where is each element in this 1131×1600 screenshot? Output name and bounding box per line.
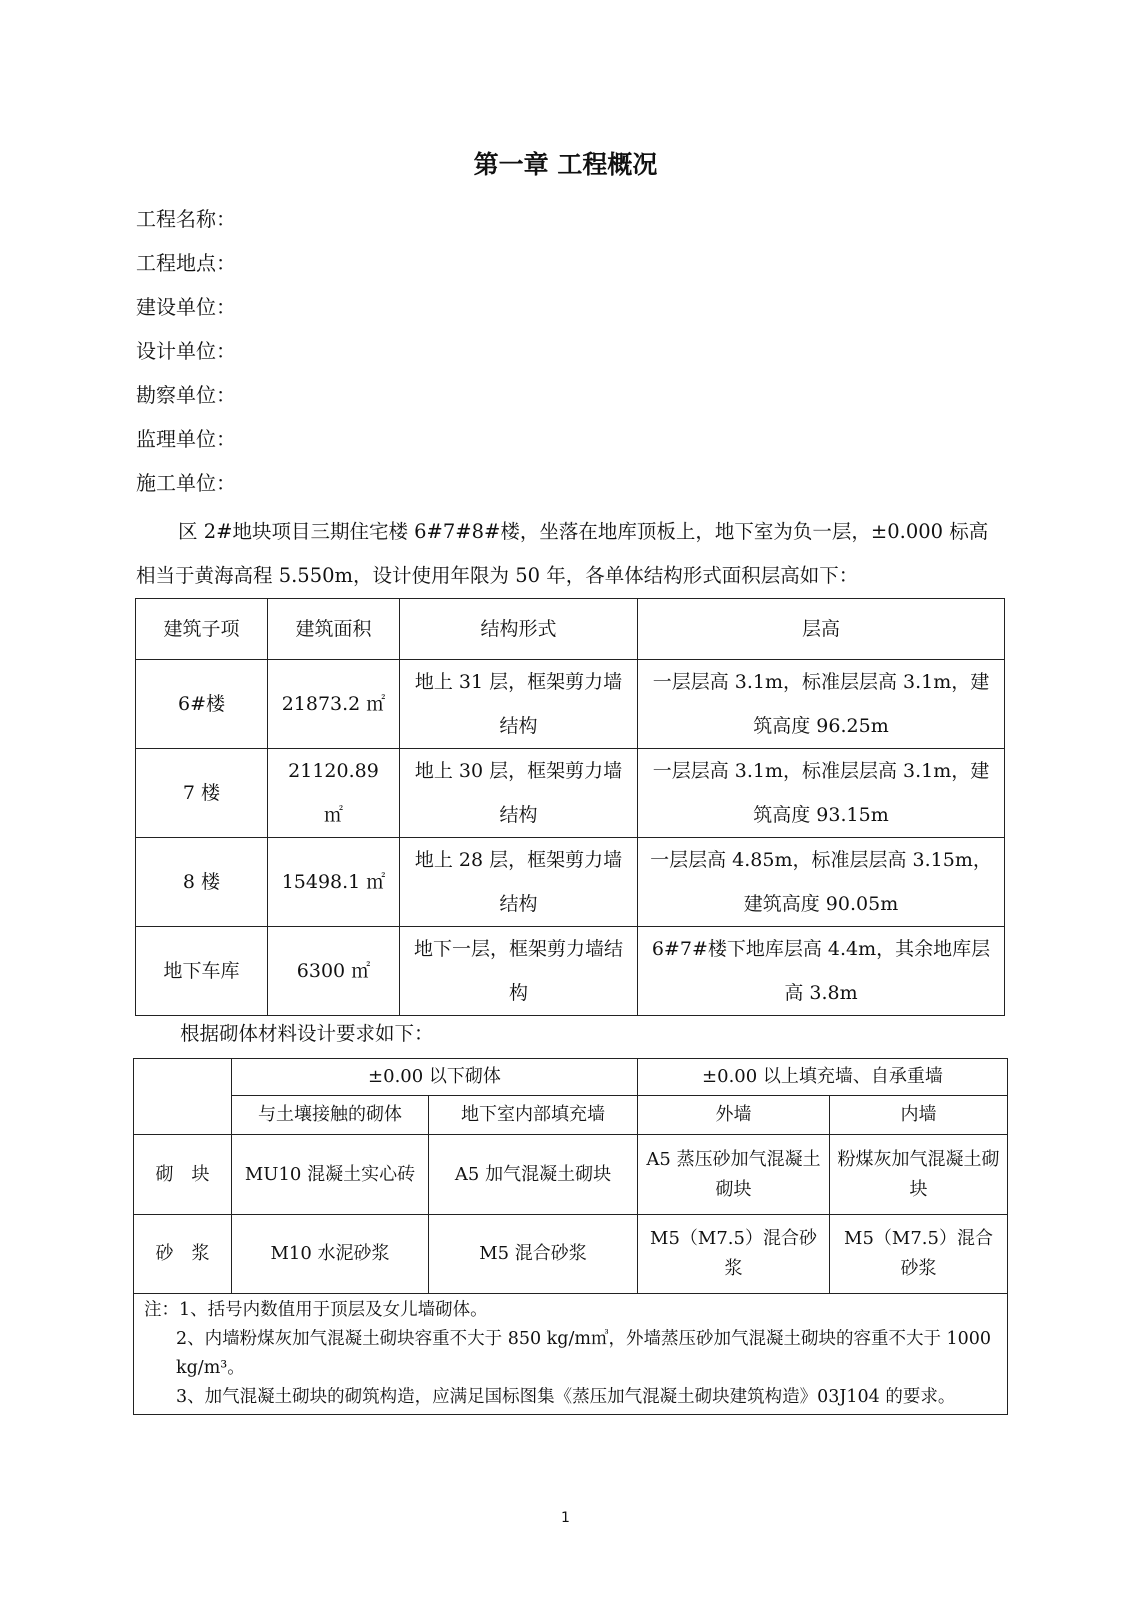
- info-field: 勘察单位：: [136, 383, 236, 407]
- project-info-list: [136, 202, 236, 510]
- building-structure: 地上 30 层，框架剪力墙结构: [400, 749, 638, 838]
- building-structure: 地上 28 层，框架剪力墙结构: [400, 838, 638, 927]
- building-name: 6#楼: [136, 660, 268, 749]
- info-field: 工程地点：: [136, 251, 236, 275]
- table-cell: A5 蒸压砂加气混凝土砌块: [638, 1135, 830, 1215]
- info-field: 工程名称：: [136, 207, 236, 231]
- table-header-row: [134, 1096, 1008, 1135]
- row-label: 砌 块: [134, 1135, 232, 1215]
- table-cell: A5 加气混凝土砌块: [429, 1135, 638, 1215]
- table-row: [136, 660, 1005, 749]
- group-header-above: ±0.00 以上填充墙、自承重墙: [638, 1059, 1008, 1096]
- table-cell: 粉煤灰加气混凝土砌块: [830, 1135, 1008, 1215]
- column-header: 结构形式: [400, 599, 638, 660]
- info-field: 设计单位：: [136, 339, 236, 363]
- materials-caption: 根据砌体材料设计要求如下：: [180, 1022, 434, 1045]
- intro-paragraph: 区 2#地块项目三期住宅楼 6#7#8#楼，坐落在地库顶板上，地下室为负一层，±0.000 标高相当于黄海高程 5.550m，设计使用年限为 50 年，各单体结构形式面积层高如下：: [136, 520, 989, 587]
- notes-row: [134, 1294, 1008, 1415]
- building-area: 21873.2 ㎡: [268, 660, 400, 749]
- page-title: 第一章 工程概况: [473, 150, 658, 179]
- note-line: 注：1、括号内数值用于顶层及女儿墙砌体。: [144, 1300, 488, 1320]
- page-number: 1: [561, 1510, 570, 1526]
- corner-cell: [134, 1059, 232, 1135]
- materials-table: [133, 1058, 1008, 1415]
- info-field: 施工单位：: [136, 471, 236, 495]
- table-row: [136, 749, 1005, 838]
- table-header-row: [136, 599, 1005, 660]
- building-name: 7 楼: [136, 749, 268, 838]
- building-height: 一层层高 3.1m，标准层层高 3.1m，建筑高度 96.25m: [638, 660, 1005, 749]
- column-header: 层高: [638, 599, 1005, 660]
- row-label: 砂 浆: [134, 1215, 232, 1294]
- building-height: 6#7#楼下地库层高 4.4m，其余地库层高 3.8m: [638, 927, 1005, 1016]
- table-cell: MU10 混凝土实心砖: [232, 1135, 429, 1215]
- note-line: 3、加气混凝土砌块的砌筑构造，应满足国标图集《蒸压加气混凝土砌块建筑构造》03J104 的要求。: [176, 1387, 956, 1407]
- column-header: 与土壤接触的砌体: [232, 1096, 429, 1135]
- building-area: 15498.1 ㎡: [268, 838, 400, 927]
- building-name: 8 楼: [136, 838, 268, 927]
- building-table: [135, 598, 1005, 1016]
- building-structure: 地下一层，框架剪力墙结构: [400, 927, 638, 1016]
- table-cell: M5（M7.5）混合砂浆: [638, 1215, 830, 1294]
- building-structure: 地上 31 层，框架剪力墙结构: [400, 660, 638, 749]
- building-height: 一层层高 4.85m，标准层层高 3.15m，建筑高度 90.05m: [638, 838, 1005, 927]
- info-field: 建设单位：: [136, 295, 236, 319]
- table-row: [134, 1135, 1008, 1215]
- building-height: 一层层高 3.1m，标准层层高 3.1m，建筑高度 93.15m: [638, 749, 1005, 838]
- table-cell: M5（M7.5）混合砂浆: [830, 1215, 1008, 1294]
- column-header: 建筑面积: [268, 599, 400, 660]
- column-header: 建筑子项: [136, 599, 268, 660]
- building-area: 21120.89 ㎡: [268, 749, 400, 838]
- column-header: 地下室内部填充墙: [429, 1096, 638, 1135]
- table-cell: M10 水泥砂浆: [232, 1215, 429, 1294]
- table-cell: M5 混合砂浆: [429, 1215, 638, 1294]
- table-header-row: [134, 1059, 1008, 1096]
- note-line: 2、内墙粉煤灰加气混凝土砌块容重不大于 850 kg/m㎥，外墙蒸压砂加气混凝土砌块的容重不大于 1000 kg/m³。: [176, 1329, 992, 1378]
- group-header-below: ±0.00 以下砌体: [232, 1059, 638, 1096]
- table-row: [134, 1215, 1008, 1294]
- table-row: [136, 838, 1005, 927]
- table-row: [136, 927, 1005, 1016]
- notes-cell: [134, 1294, 1008, 1415]
- column-header: 外墙: [638, 1096, 830, 1135]
- info-field: 监理单位：: [136, 427, 236, 451]
- building-name: 地下车库: [136, 927, 268, 1016]
- building-area: 6300 ㎡: [268, 927, 400, 1016]
- column-header: 内墙: [830, 1096, 1008, 1135]
